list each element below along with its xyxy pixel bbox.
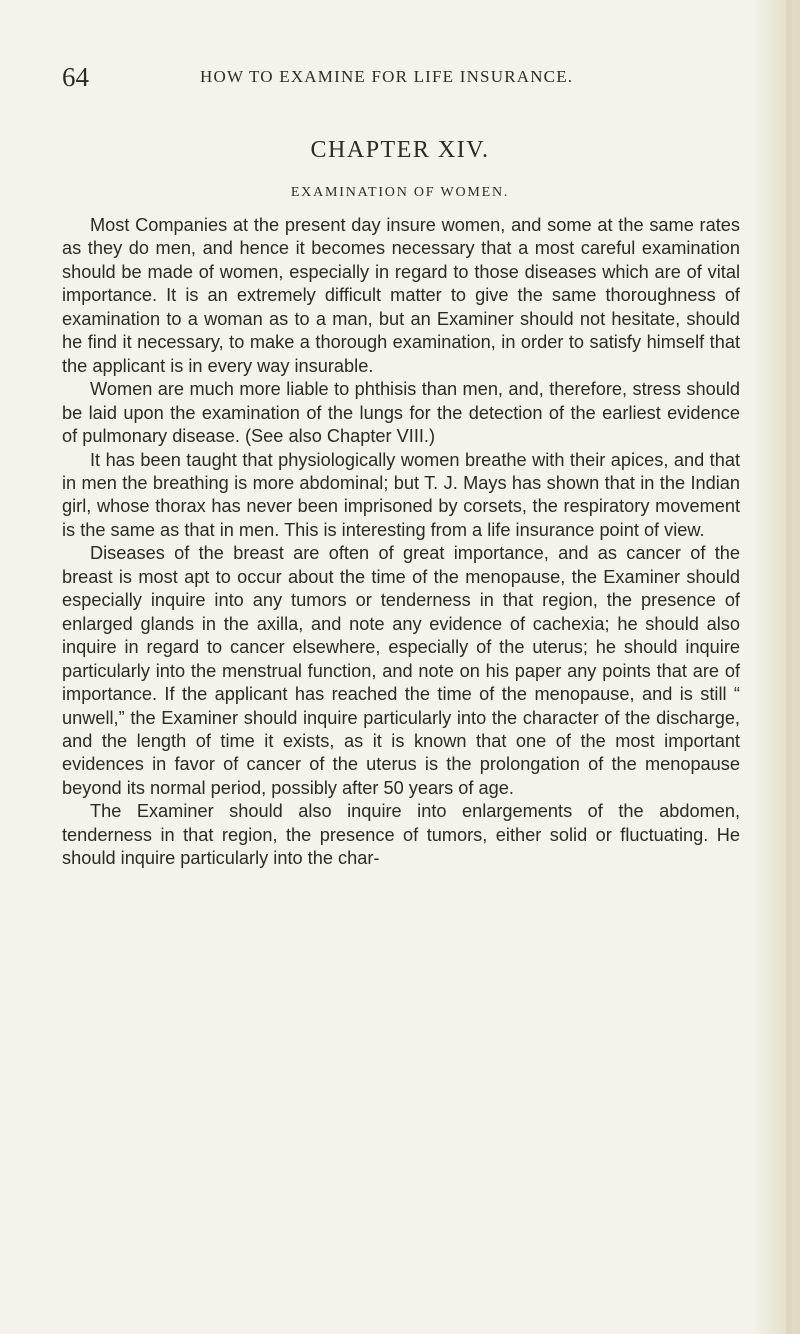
- paragraph-breathing: It has been taught that physiologically women breathe with their apices, and that in men the breathing is more abdominal; but T. J. Mays has shown that in the Indian girl, whose thorax has never been imprisoned by corsets, the respiratory movement is the same as that in men. This is interesting from a life insurance point of view.: [62, 449, 740, 540]
- paragraph-insuring-women: Most Companies at the present day insure women, and some at the same rates as they do men, and hence it becomes necessary that a most careful examination should be made of women, especially in regard to those diseases which are of vital importance. It is an extremely difficult matter to give the same thoroughness of examination to a woman as to a man, but an Examiner should not hesitate, should he find it necessary, to make a thorough examination, in order to satisfy himself that the applicant is in every way insurable.: [62, 215, 740, 376]
- running-head: HOW TO EXAMINE FOR LIFE INSURANCE.: [200, 67, 574, 86]
- page-header: [62, 60, 742, 94]
- page-number: 64: [62, 62, 89, 92]
- chapter-subtitle: EXAMINATION OF WOMEN.: [290, 185, 510, 200]
- paragraph-breast-diseases: Diseases of the breast are often of great importance, and as cancer of the breast is most apt to occur about the time of the menopause, the Examiner should especially inquire into any tumors or tenderness in that region, the presence of enlarged glands in the axilla, and note any evidence of cachexia; he should also inquire in regard to cancer elsewhere, especially of the uterus; he should inquire particularly into the menstrual function, and note on his paper any points that are of importance. If the applicant has reached the time of the menopause, and is still “ unwell,” the Examiner should inquire particularly into the character of the discharge, and the length of time it exists, as it is known that one of the most important evidences in favor of cancer of the uterus is the prolongation of the menopause beyond its normal period, possibly after 50 years of age.: [62, 543, 740, 798]
- chapter-title: CHAPTER XIV.: [310, 137, 490, 163]
- body-text: [62, 214, 740, 871]
- paragraph-abdomen: The Examiner should also inquire into enlargements of the abdomen, tenderness in that region, the presence of tumors, either solid or fluctuating. He should inquire particularly into the char-: [62, 801, 740, 869]
- paragraph-phthisis: Women are much more liable to phthisis than men, and, therefore, stress should be laid upon the examination of the lungs for the detection of the earliest evidence of pulmonary disease. (See also Chapter VIII.): [62, 379, 740, 447]
